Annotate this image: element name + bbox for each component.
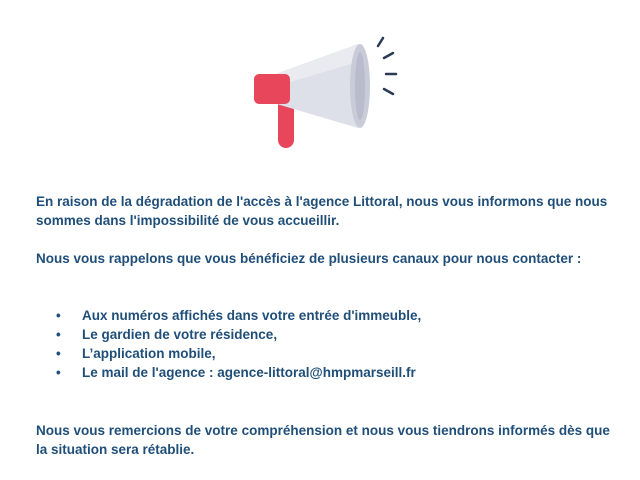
notice-closing: Nous vous remercions de votre compréhension et nous vous tiendrons informés dès que la situation sera rétablie.	[36, 423, 610, 457]
megaphone-icon	[250, 32, 410, 162]
channel-agency-email: Le mail de l'agence : agence-littoral@hmpmarseill.fr	[82, 365, 416, 380]
closure-notice	[36, 192, 620, 459]
list-item	[36, 325, 620, 344]
list-item	[36, 306, 620, 325]
bullet-icon: •	[56, 327, 61, 342]
notice-reminder: Nous vous rappelons que vous bénéficiez de plusieurs canaux pour nous contacter :	[36, 251, 582, 266]
channel-caretaker: Le gardien de votre résidence,	[82, 327, 278, 342]
bullet-icon: •	[56, 308, 61, 323]
bullet-icon: •	[56, 365, 61, 380]
bullet-icon: •	[56, 346, 61, 361]
list-item	[36, 363, 620, 382]
contact-channels-list	[36, 306, 620, 382]
list-item	[36, 344, 620, 363]
notice-intro: En raison de la dégradation de l'accès à l'agence Littoral, nous vous informons que nous sommes dans l'impossibilité de vous accueillir.	[36, 194, 608, 228]
channel-phone-numbers: Aux numéros affichés dans votre entrée d'immeuble,	[82, 308, 422, 323]
channel-mobile-app: L’application mobile,	[82, 346, 216, 361]
